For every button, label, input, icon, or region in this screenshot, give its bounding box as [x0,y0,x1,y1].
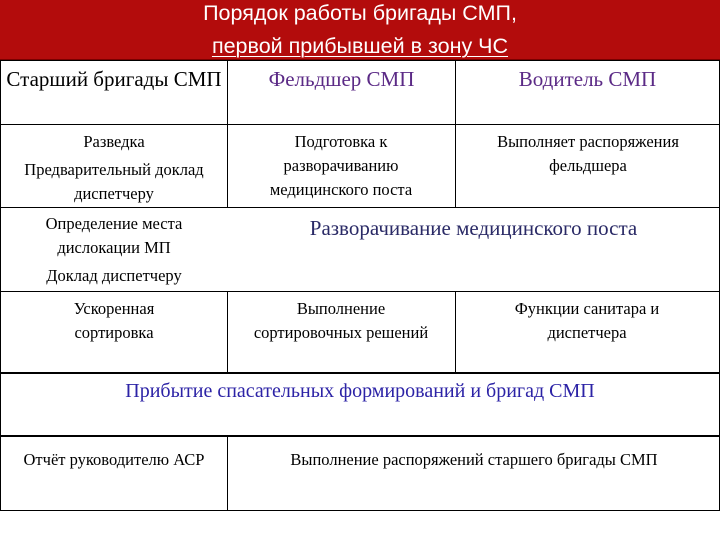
row3-senior: Ускоренная сортировка [73,299,155,342]
header-driver: Водитель СМП [518,67,657,91]
row3-driver: Функции санитара и диспетчера [514,299,660,342]
row3-paramedic: Выполнение сортировочных решений [253,299,429,342]
column-divider [227,436,228,511]
table-rule [0,372,720,374]
table-border-bottom [0,510,720,511]
table-border-top [0,60,720,61]
slide-title-line2: первой прибывшей в зону ЧС [211,34,509,58]
row1-driver: Выполняет распоряжения фельдшера [497,132,679,175]
row2-merged-deployment: Разворачивание медицинского поста [309,216,638,240]
row1-senior-line2: Предварительный доклад диспетчеру [24,160,204,203]
column-divider [455,291,456,373]
table-border-left [0,60,1,511]
table-rule [0,207,720,208]
column-divider [227,291,228,373]
table-rule [0,291,720,292]
table-rule [0,124,720,125]
arrival-row: Прибытие спасательных формирований и бригад СМП [125,380,595,402]
row1-paramedic: Подготовка к разворачиванию медицинского поста [269,132,413,199]
header-paramedic: Фельдшер СМП [268,67,415,91]
row2-senior-line2: Доклад диспетчеру [46,266,182,285]
slide-title-line1: Порядок работы бригады СМП, [203,1,517,25]
row5-right: Выполнение распоряжений старшего бригады СМП [290,450,658,469]
row1-senior-line1: Разведка [83,132,145,151]
table-rule [0,435,720,437]
row5-left: Отчёт руководителю АСР [23,450,205,469]
header-senior: Старший бригады СМП [6,67,222,91]
row2-senior-line1: Определение места дислокации МП [45,214,183,257]
